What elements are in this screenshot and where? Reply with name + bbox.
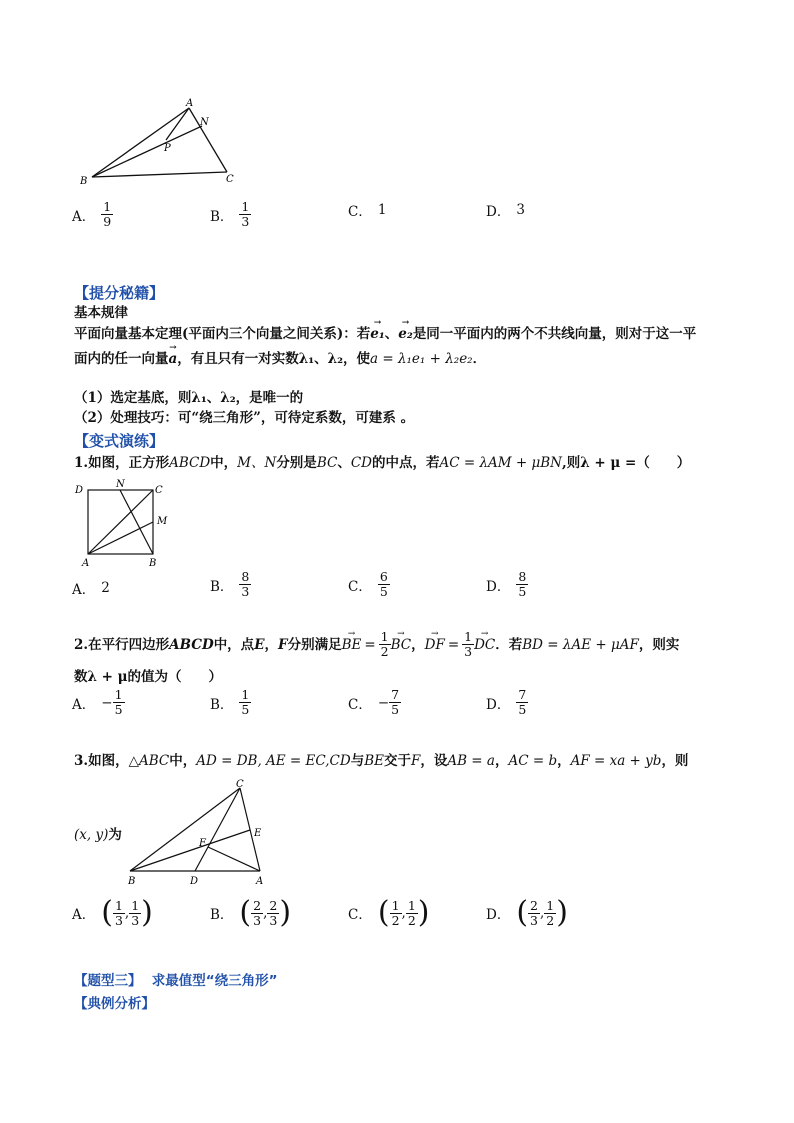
q2-option-d[interactable]: D． $\frac{7}{5}$ bbox=[486, 687, 527, 717]
label-c: C bbox=[226, 174, 234, 185]
square-figure-q1 bbox=[72, 478, 172, 570]
q1-option-a[interactable]: A． 2 bbox=[72, 580, 110, 598]
q1-option-c[interactable]: C． $\frac{6}{5}$ bbox=[348, 569, 388, 599]
q1-label-m: M bbox=[157, 516, 168, 527]
q3-label-a: A bbox=[256, 876, 264, 887]
triangle-figure-q3 bbox=[120, 778, 275, 888]
q3-option-c[interactable]: C． ( $\frac{1}{2}$ , $\frac{1}{2}$ ) bbox=[348, 895, 430, 930]
q3-xy-label: (x, y)为 bbox=[74, 827, 122, 843]
q1-label-c: C bbox=[155, 485, 163, 496]
q3-label-f: F bbox=[199, 838, 206, 849]
tips-theorem-line2: 面内的任一向量→ a，有且只有一对实数λ₁、λ₂，使a = λ₁e₁ + λ₂e₂． bbox=[74, 350, 486, 368]
tips-point-2: （2）处理技巧：可“绕三角形”，可待定系数，可建系 。 bbox=[74, 410, 415, 426]
q3-label-c: C bbox=[236, 779, 244, 790]
q1-label-n: N bbox=[116, 479, 125, 490]
label-n: N bbox=[200, 117, 209, 128]
q1-label-a: A bbox=[82, 558, 90, 569]
q1-option-b[interactable]: B． $\frac{8}{3}$ bbox=[210, 569, 250, 599]
q2-option-a[interactable]: A． − $\frac{1}{5}$ bbox=[72, 687, 123, 717]
q0-option-c[interactable]: C． 1 bbox=[348, 202, 387, 220]
type3-heading: 【题型三】 求最值型“绕三角形” bbox=[74, 973, 278, 989]
q3-option-a[interactable]: A． ( $\frac{1}{3}$ , $\frac{1}{3}$ ) bbox=[72, 895, 153, 930]
q2-option-b[interactable]: B． $\frac{1}{5}$ bbox=[210, 687, 250, 717]
q2-stem-line1: 2.在平行四边形 ABCD 中，点 E ， F 分别满足 → BE = $\frac{1}{2}$ → BC ， → DF = $\frac{1}{3}$ → DC ．若 BD = λAE + μAF ，则实 bbox=[74, 630, 679, 659]
q3-option-d[interactable]: D． ( $\frac{2}{3}$ , $\frac{1}{2}$ ) bbox=[486, 895, 568, 930]
label-a: A bbox=[186, 98, 194, 109]
triangle-figure-1 bbox=[80, 96, 250, 188]
practice-heading: 【变式演练】 bbox=[74, 432, 165, 450]
q3-label-d: D bbox=[190, 876, 199, 887]
label-b: B bbox=[80, 176, 88, 187]
q1-option-d[interactable]: D． $\frac{8}{5}$ bbox=[486, 569, 527, 599]
q3-label-e: E bbox=[254, 828, 262, 839]
example-heading: 【典例分析】 bbox=[74, 996, 155, 1012]
q0-option-b[interactable]: B． $\frac{1}{3}$ bbox=[210, 199, 250, 229]
q1-stem: 1.如图，正方形ABCD中，M、N分别是BC、CD的中点，若AC = λAM + μBN,则λ + μ =（ ） bbox=[74, 455, 691, 471]
q3-stem: 3.如图，△ABC中，AD = DB, AE = EC,CD与BE交于F，设AB = a，AC = b，AF = xa + yb，则 bbox=[74, 753, 689, 769]
tips-theorem-line1: 平面向量基本定理(平面内三个向量之间关系)：若→ e₁、→ e₂是同一平面内的两个不共线向量，则对于这一平 bbox=[74, 325, 696, 343]
tips-point-1: （1）选定基底，则λ₁、λ₂，是唯一的 bbox=[74, 390, 304, 406]
label-p: P bbox=[164, 143, 171, 154]
tips-heading: 【提分秘籍】 bbox=[74, 284, 165, 302]
q3-option-b[interactable]: B． ( $\frac{2}{3}$ , $\frac{2}{3}$ ) bbox=[210, 895, 292, 930]
tips-subheading: 基本规律 bbox=[74, 305, 128, 321]
q2-option-c[interactable]: C． − $\frac{7}{5}$ bbox=[348, 687, 400, 717]
q0-option-d[interactable]: D． 3 bbox=[486, 202, 525, 220]
q2-stem-line2: 数λ + μ的值为（ ） bbox=[74, 669, 223, 685]
q1-label-b: B bbox=[149, 558, 157, 569]
q3-label-b: B bbox=[128, 876, 136, 887]
q1-label-d: D bbox=[75, 485, 84, 496]
q0-option-a[interactable]: A． $\frac{1}{9}$ bbox=[72, 199, 112, 229]
